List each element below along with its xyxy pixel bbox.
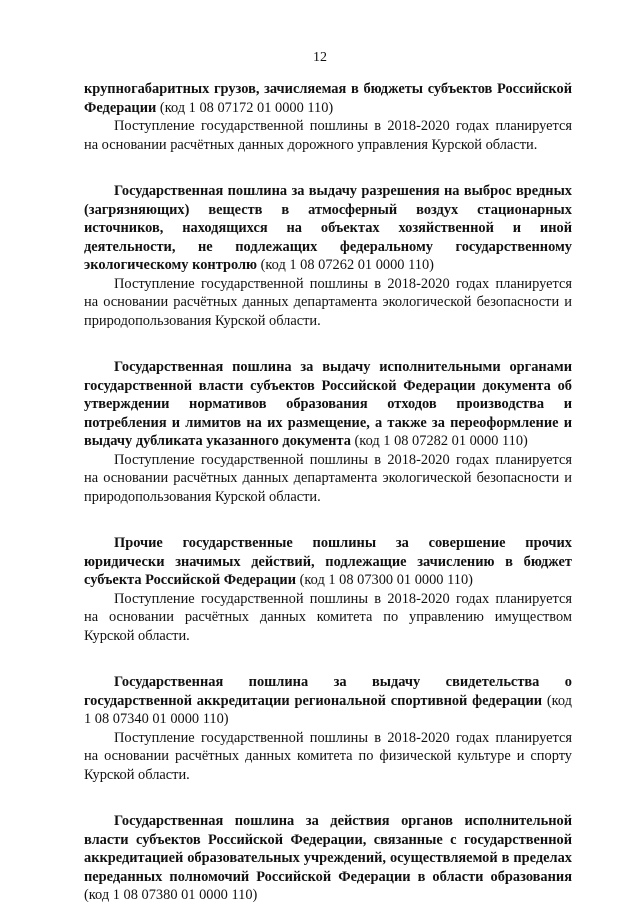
section-body: Поступление государственной пошлины в 2018-2020 годах планируется на основании расчётных данных комитета по физической культуре и спорту Курской области. — [84, 729, 572, 783]
section-waste-norms — [84, 358, 572, 506]
budget-code: (код 1 08 07300 01 0000 110) — [296, 572, 473, 588]
section-education-accreditation — [84, 812, 572, 905]
heading-text: крупногабаритных грузов, зачисляемая в бюджеты субъектов Российской Федерации — [84, 81, 572, 116]
heading-text: Прочие государственные пошлины за совершение прочих юридически значимых действий, подлежащие зачислению в бюджет субъекта Российской Федерации — [84, 535, 572, 588]
heading-text: Государственная пошлина за действия органов исполнительной власти субъектов Российской Федерации, связанные с государственной аккредитацией образовательных учреждений, осуществляемой в пределах переданных полномочий Российской Федерации в области образования — [84, 813, 572, 885]
section-body: Поступление государственной пошлины в 2018-2020 годах планируется на основании расчётных данных дорожного управления Курской области. — [84, 118, 572, 153]
page-number: 12 — [313, 50, 327, 65]
section-heading — [84, 673, 572, 729]
section-sports-federation — [84, 673, 572, 784]
heading-text: Государственная пошлина за выдачу исполнительными органами государственной власти субъектов Российской Федерации документа об утверждении нормативов образования отходов производства и потребления и лимитов на их размещение, а также за переоформление и выдачу дубликата указанного документа — [84, 359, 572, 449]
budget-code: (код 1 08 07380 01 0000 110) — [84, 887, 258, 903]
section-body: Поступление государственной пошлины в 2018-2020 годах планируется на основании расчётных данных комитета по управлению имуществом Курской области. — [84, 590, 572, 644]
budget-code: (код 1 08 07282 01 0000 110) — [350, 433, 528, 449]
heading-text: Государственная пошлина за выдачу разрешения на выброс вредных (загрязняющих) веществ в атмосферный воздух стационарных источников, находящихся на объектах хозяйственной и иной деятельности, не подлежащих федеральному государственному экологическому контролю — [84, 183, 572, 273]
section-oversize-cargo — [84, 80, 572, 154]
section-body: Поступление государственной пошлины в 2018-2020 годах планируется на основании расчётных данных департамента экологической безопасности и природопользования Курской области. — [84, 275, 572, 329]
heading-text: Государственная пошлина за выдачу свидетельства о государственной аккредитации региональной спортивной федерации — [84, 674, 572, 709]
section-body: Поступление государственной пошлины в 2018-2020 годах планируется на основании расчётных данных департамента экологической безопасности и природопользования Курской области. — [84, 451, 572, 505]
section-heading — [84, 534, 572, 590]
budget-code: (код 1 08 07340 01 0000 110) — [84, 692, 572, 727]
section-heading — [84, 182, 572, 275]
budget-code: (код 1 08 07262 01 0000 110) — [257, 257, 434, 273]
section-other-fees — [84, 534, 572, 645]
document-body — [84, 80, 572, 905]
section-heading — [84, 358, 572, 451]
section-heading — [84, 812, 572, 905]
section-heading — [84, 80, 572, 117]
section-emission-permit — [84, 182, 572, 330]
budget-code: (код 1 08 07172 01 0000 110) — [156, 99, 334, 116]
